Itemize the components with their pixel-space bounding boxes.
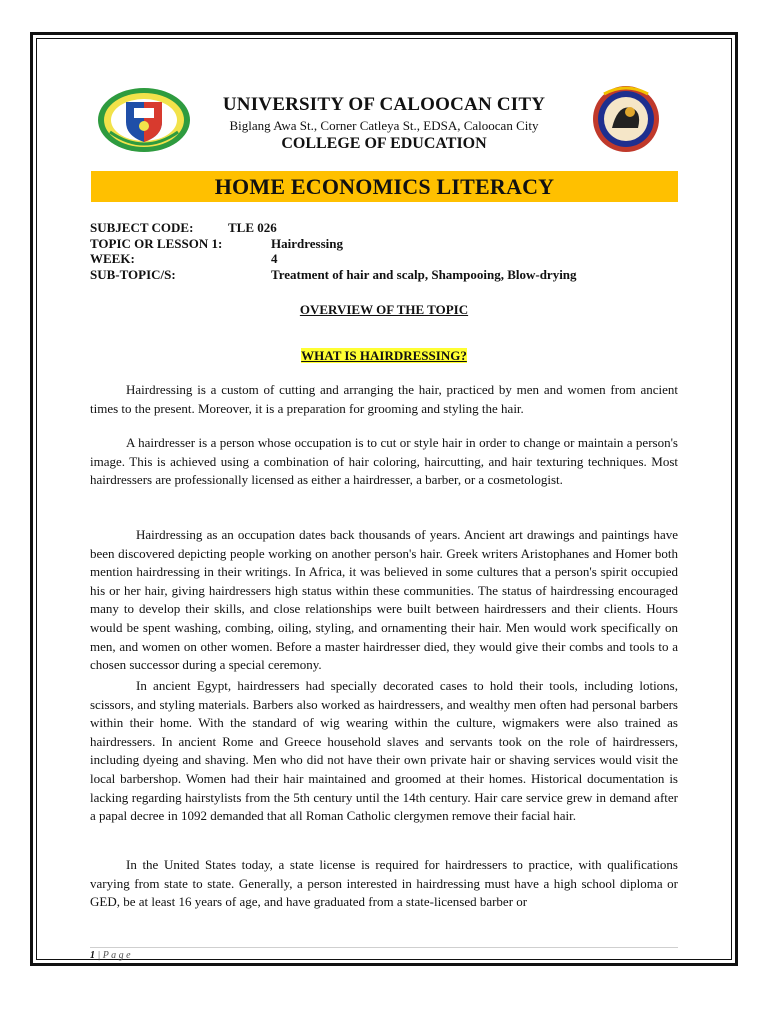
page-label: P a g e [102, 950, 131, 961]
paragraph-5: In the United States today, a state license is required for hairdressers to practice, with qualifications varying from state to state. Generally, a person interested in hairdressing must have a high school diploma or GED, be at least 16 years of age, and have graduated from a state-licensed barber or [90, 857, 678, 910]
college-name: COLLEGE OF EDUCATION [281, 135, 487, 152]
subject-code-label: SUBJECT CODE: [90, 220, 194, 235]
overview-heading: OVERVIEW OF THE TOPIC [299, 302, 469, 317]
subtopics-label: SUB-TOPIC/S: [90, 266, 176, 282]
page-number: 1 [90, 950, 95, 961]
title-banner [91, 171, 678, 202]
university-address: Biglang Awa St., Corner Catleya St., EDSA, Caloocan City [229, 118, 539, 133]
week-label: WEEK: [90, 251, 135, 267]
footer-divider [90, 947, 678, 948]
section-heading: WHAT IS HAIRDRESSING? [301, 348, 467, 363]
topic-row [90, 236, 577, 252]
section-heading-wrap [0, 348, 768, 364]
document-title: HOME ECONOMICS LITERACY [214, 173, 555, 199]
subtopics-row [90, 267, 577, 283]
paragraph-4: In ancient Egypt, hairdressers had specially decorated cases to hold their tools, including lotions, scissors, and styling materials. Barbers also worked as hairdressers, and wealthy men often had personal barbers within their home. With the standard of wig wearing within the culture, wigmakers were also trained as hairdressers. In ancient Rome and Greece household slaves and servants took on the role of hairdressers, including dyeing and shaving. Men who did not have their own private hair or shaving services would visit the local barbershop. Women had their hair maintained and groomed at their homes. Historical documentation is lacking regarding hairstylists from the 5th century until the 14th century. Hair care service grew in demand after a papal decree in 1092 demanded that all Roman Catholic clergymen remove their facial hair. [90, 678, 678, 824]
topic-label: TOPIC OR LESSON 1: [90, 235, 223, 251]
paragraph-3: Hairdressing as an occupation dates back thousands of years. Ancient art drawings and paintings have been discovered depicting people working on another person's hair. Greek writers Aristophanes and Homer both mention hairdressing in their writings. In Africa, it was believed in some cultures that a person's spirit occupied his or her hair, giving hairdressers high status within these communities. The status of hairdressing encouraged many to develop their skills, and close relationships were built between hairdressers and their clients. Hours would be spent washing, combing, oiling, styling, and ornamenting their hair. Men would work specifically on men, and women on other women. Before a master hairdresser died, they would give their combs and tools to a chosen successor during a special ceremony. [90, 527, 678, 673]
week-row [90, 251, 577, 267]
subject-code-row [90, 220, 577, 236]
week-value: 4 [271, 251, 278, 267]
paragraph-2: A hairdresser is a person whose occupation is to cut or style hair in order to change or maintain a person's image. This is achieved using a combination of hair coloring, haircutting, and hair texturing techniques. Most hairdressers are professionally licensed as either a hairdresser, a barber, or a cosmetologist. [90, 435, 678, 488]
page-separator: | [95, 950, 103, 961]
university-name: UNIVERSITY OF CALOOCAN CITY [222, 94, 546, 115]
subtopics-value: Treatment of hair and scalp, Shampooing, Blow-drying [271, 266, 577, 282]
paragraph-1: Hairdressing is a custom of cutting and arranging the hair, practiced by men and women from ancient times to the present. Moreover, it is a preparation for grooming and styling the hair. [90, 382, 678, 416]
subject-code-value: TLE 026 [228, 220, 277, 235]
subject-info [90, 220, 577, 282]
topic-value: Hairdressing [271, 235, 343, 251]
page-footer [90, 950, 131, 961]
